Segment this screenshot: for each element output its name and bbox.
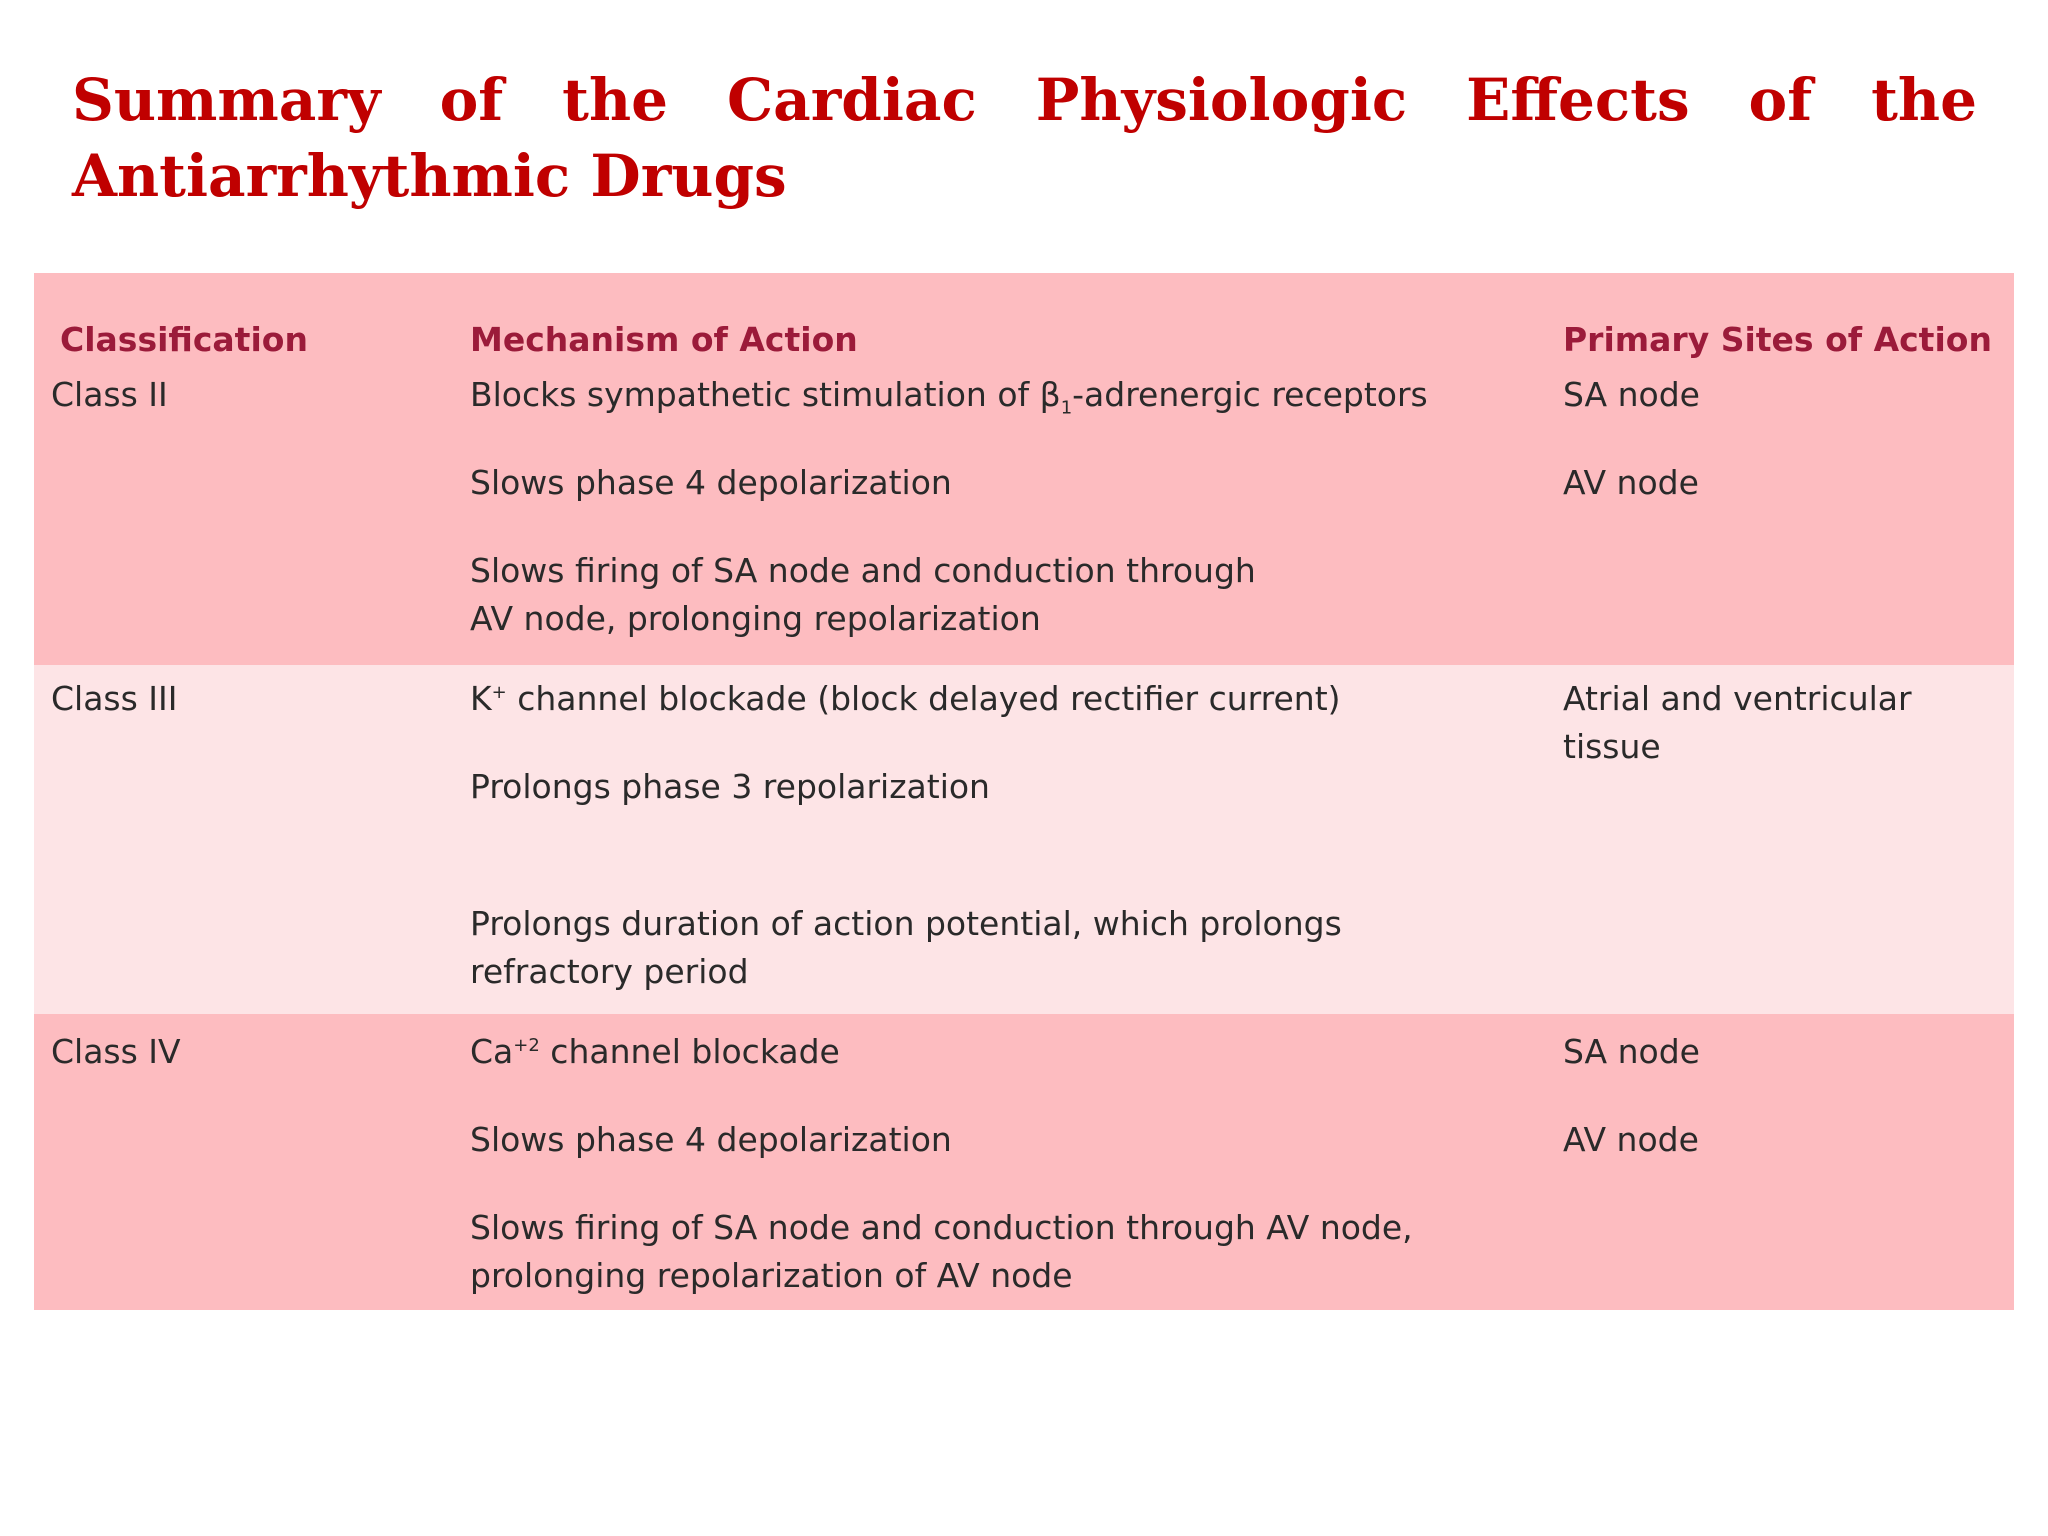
mechanism-item: Slows phase 4 depolarization	[470, 1120, 952, 1159]
mechanism-item: $Ca^{+2}$ channel blockade	[470, 1032, 840, 1071]
classification-cell: Class II	[51, 375, 168, 414]
site-item: AV node	[1563, 1120, 1699, 1159]
drug-effects-table	[34, 273, 2014, 1310]
mechanism-cell	[470, 1014, 1563, 1310]
classification-cell: Class III	[51, 679, 178, 718]
table-row-class-iii	[34, 665, 2014, 1014]
page-title: Summary of the Cardiac Physiologic Effects of the Antiarrhythmic Drugs	[72, 66, 1977, 210]
mechanism-item: Blocks sympathetic stimulation of $\beta_1$-adrenergic receptors	[470, 375, 1428, 419]
mechanism-item: Prolongs phase 3 repolarization	[470, 767, 990, 806]
sites-cell	[1563, 367, 2014, 665]
header-mechanism: Mechanism of Action	[470, 320, 858, 359]
site-item: Atrial and ventricular tissue	[1563, 679, 1912, 766]
mechanism-item: K+ channel blockade (block delayed rectifier current)	[470, 679, 1341, 718]
mechanism-item: Slows firing of SA node and conduction through AV node, prolonging repolarization of AV node	[470, 1208, 1413, 1295]
site-item: SA node	[1563, 375, 1700, 414]
mechanism-cell	[470, 665, 1563, 1014]
sites-cell	[1563, 1014, 2014, 1310]
table-row-class-ii	[34, 367, 2014, 665]
mechanism-cell	[470, 367, 1563, 665]
table-header-row	[34, 273, 2014, 367]
table-row-class-iv	[34, 1014, 2014, 1310]
header-sites: Primary Sites of Action	[1563, 320, 1992, 359]
site-item: SA node	[1563, 1032, 1700, 1071]
mechanism-item: Slows phase 4 depolarization	[470, 463, 952, 502]
sites-cell	[1563, 665, 2014, 1014]
mechanism-item: Prolongs duration of action potential, which prolongs refractory period	[470, 904, 1342, 991]
site-item: AV node	[1563, 463, 1699, 502]
mechanism-item: Slows firing of SA node and conduction through AV node, prolonging repolarization	[470, 551, 1256, 638]
classification-cell: Class IV	[51, 1032, 181, 1071]
header-classification: Classification	[60, 320, 308, 359]
